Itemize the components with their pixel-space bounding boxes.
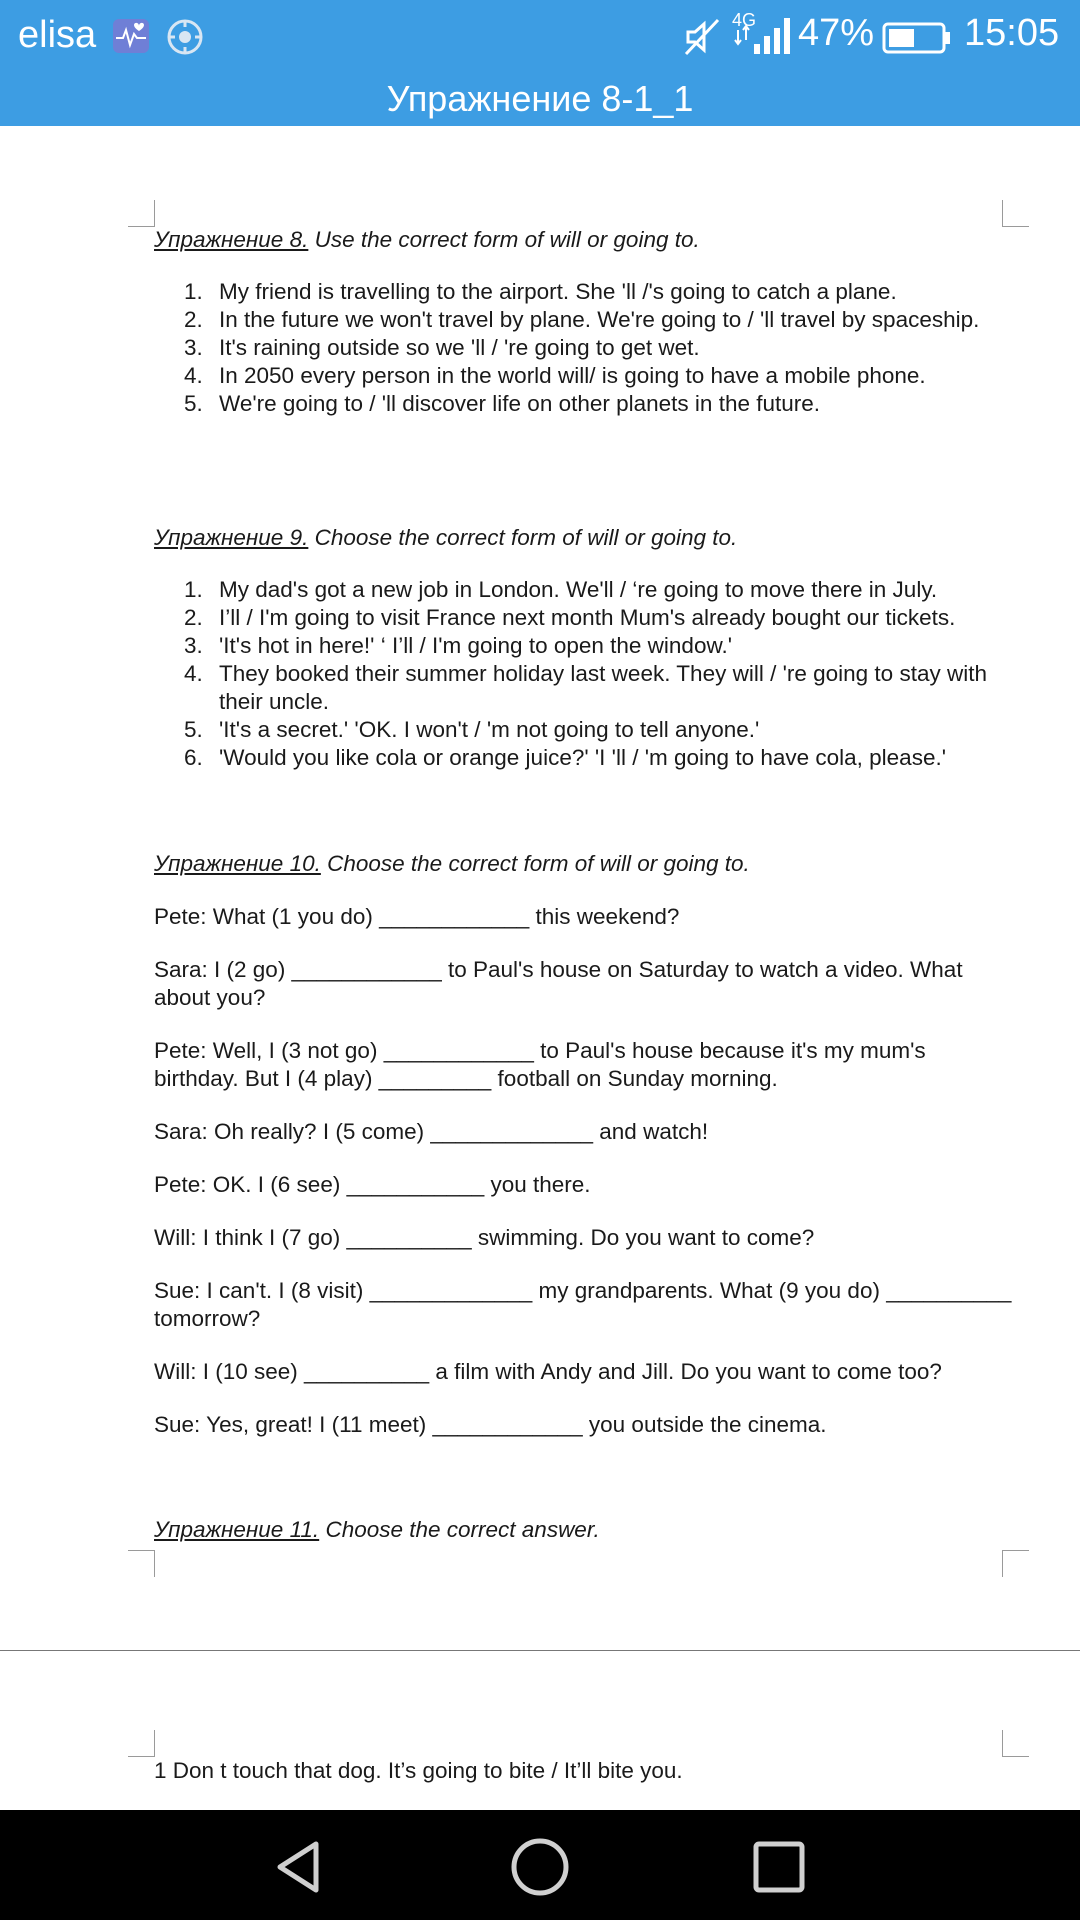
exercise-11-item xyxy=(154,1757,1014,1785)
clock: 15:05 xyxy=(964,12,1060,54)
exercise-8 xyxy=(154,226,1014,418)
network-type: 4G xyxy=(732,10,757,30)
back-icon[interactable] xyxy=(266,1832,336,1902)
list-item: 4. In 2050 every person in the world will/ is going to have a mobile phone. xyxy=(184,363,926,388)
home-icon[interactable] xyxy=(505,1832,575,1902)
exercise-instruction: Choose the correct form of will or going to. xyxy=(320,851,750,876)
dialogue-line: Pete: OK. I (6 see) ___________ you there. xyxy=(154,1172,591,1197)
dialogue-line: Sara: Oh really? I (5 come) _____________ and watch! xyxy=(154,1119,709,1144)
page-corner-mark xyxy=(128,1550,155,1577)
dialogue-line: Sara: I (2 go) ____________ to Paul's house on Saturday to watch a video. What about you? xyxy=(154,957,963,1010)
status-bar xyxy=(0,0,1080,72)
page-corner-mark xyxy=(1002,1550,1029,1577)
dialogue-line: Sue: Yes, great! I (11 meet) ____________ you outside the cinema. xyxy=(154,1412,827,1437)
page-corner-mark xyxy=(128,1730,155,1757)
exercise-9-heading xyxy=(154,524,1014,552)
list-item: 2. I’ll / I'm going to visit France next month Mum's already bought our tickets. xyxy=(184,605,956,630)
list-item: 1. My dad's got a new job in London. We'll / ‘re going to move there in July. xyxy=(184,577,938,602)
page-corner-mark xyxy=(1002,1730,1029,1757)
exercise-label: Упражнение 9. xyxy=(154,525,309,550)
settings-sync-icon xyxy=(166,18,204,56)
exercise-instruction: Choose the correct answer. xyxy=(319,1517,600,1542)
exercise-9 xyxy=(154,524,1014,772)
exercise-label: Упражнение 10. xyxy=(154,851,321,876)
battery-icon xyxy=(882,22,952,54)
battery-percent: 47% xyxy=(798,12,875,54)
dialogue-line: Pete: What (1 you do) ____________ this weekend? xyxy=(154,904,680,929)
exercise-10 xyxy=(154,850,1014,1464)
page-separator xyxy=(0,1650,1080,1651)
exercise-9-list xyxy=(154,576,1014,772)
list-item: 5. We're going to / 'll discover life on other planets in the future. xyxy=(184,391,821,416)
list-item: 1 Don t touch that dog. It’s going to bite / It’ll bite you. xyxy=(154,1758,683,1783)
list-item: 3. It's raining outside so we 'll / 're going to get wet. xyxy=(184,335,700,360)
exercise-instruction: Use the correct form of will or going to. xyxy=(308,227,700,252)
document-viewer[interactable] xyxy=(0,126,1080,1810)
signal-icon xyxy=(734,16,792,56)
dialogue-line: Sue: I can't. I (8 visit) _____________ my grandparents. What (9 you do) __________ tomorrow? xyxy=(154,1278,1012,1331)
dialogue-line: Will: I think I (7 go) __________ swimming. Do you want to come? xyxy=(154,1225,815,1250)
carrier-name: elisa xyxy=(18,14,97,56)
exercise-10-heading xyxy=(154,850,1014,878)
exercise-11 xyxy=(154,1516,1014,1544)
list-item: 1. My friend is travelling to the airport. She 'll /'s going to catch a plane. xyxy=(184,279,897,304)
exercise-label: Упражнение 8. xyxy=(154,227,309,252)
health-app-icon xyxy=(112,18,150,54)
dialogue-line: Will: I (10 see) __________ a film with Andy and Jill. Do you want to come too? xyxy=(154,1359,942,1384)
app-bar xyxy=(0,0,1080,126)
exercise-10-dialogue xyxy=(154,903,1014,1439)
list-item: 6. 'Would you like cola or orange juice?' 'I 'll / 'm going to have cola, please.' xyxy=(184,745,947,770)
exercise-label: Упражнение 11. xyxy=(154,1517,320,1542)
list-item: 3. 'It's hot in here!' ‘ I’ll / I'm going to open the window.' xyxy=(184,633,733,658)
dialogue-line: Pete: Well, I (3 not go) ____________ to Paul's house because it's my mum's birthday. But I (4 play) _________ football on Sunday morning. xyxy=(154,1038,926,1091)
list-item: 4. They booked their summer holiday last week. They will / 're going to stay with their uncle. xyxy=(184,661,987,714)
exercise-instruction: Choose the correct form of will or going to. xyxy=(308,525,738,550)
navigation-bar xyxy=(0,1810,1080,1920)
list-item: 5. 'It's a secret.' 'OK. I won't / 'm not going to tell anyone.' xyxy=(184,717,760,742)
list-item: 2. In the future we won't travel by plane. We're going to / 'll travel by spaceship. xyxy=(184,307,980,332)
page-corner-mark xyxy=(128,200,155,227)
recents-icon[interactable] xyxy=(744,1832,814,1902)
exercise-8-list xyxy=(154,278,1014,418)
page-corner-mark xyxy=(1002,200,1029,227)
document-title: Упражнение 8-1_1 xyxy=(386,78,694,119)
exercise-11-heading xyxy=(154,1516,1014,1544)
mute-icon xyxy=(684,18,720,56)
exercise-8-heading xyxy=(154,226,1014,254)
